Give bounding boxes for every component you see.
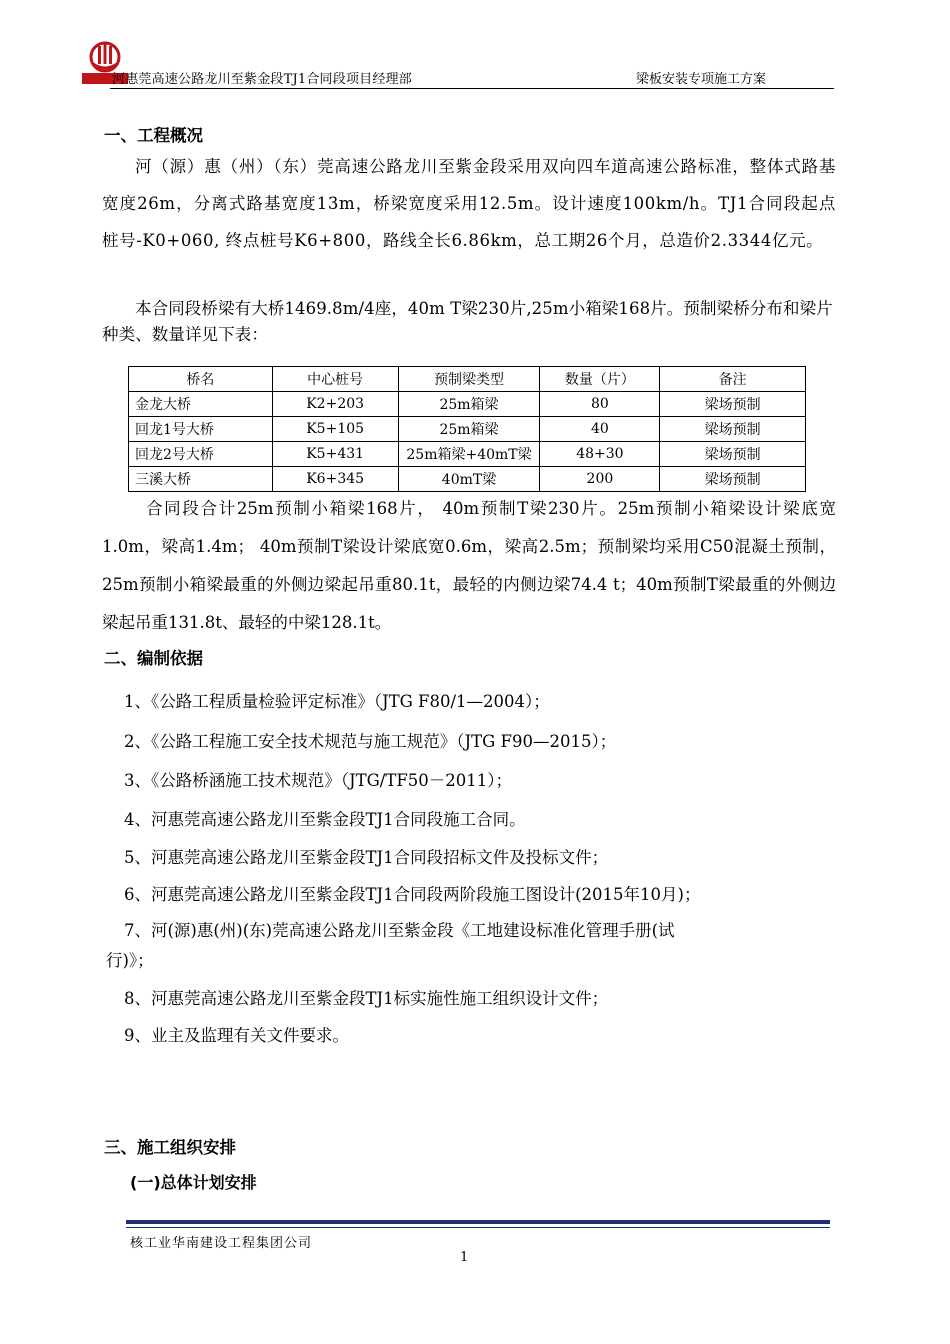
subsection-heading-overall-plan: (一)总体计划安排 <box>130 1173 257 1192</box>
bridge-table <box>128 366 806 492</box>
basis-item: 3、《公路桥涵施工技术规范》（JTG/TF50－2011）； <box>124 771 513 790</box>
table-header-cell: 数量（片） <box>540 367 660 392</box>
table-header-row <box>129 367 806 392</box>
basis-item-continuation: 行)》； <box>106 951 154 970</box>
table-cell: 40 <box>540 417 660 442</box>
table-cell: 梁场预制 <box>660 442 806 467</box>
table-row <box>129 467 806 492</box>
table-cell: 梁场预制 <box>660 467 806 492</box>
table-cell: 梁场预制 <box>660 417 806 442</box>
table-header-cell: 预制梁类型 <box>398 367 540 392</box>
table-cell: K5+431 <box>272 442 398 467</box>
overview-paragraph-2: 本合同段桥梁有大桥1469.8m/4座，40m T梁230片,25m小箱梁168片。预制梁桥分布和梁片种类、数量详见下表： <box>102 299 833 344</box>
basis-item: 5、河惠莞高速公路龙川至紫金段TJ1合同段招标文件及投标文件； <box>124 848 609 867</box>
table-cell: K5+105 <box>272 417 398 442</box>
page-number: 1 <box>460 1250 469 1265</box>
table-header-cell: 桥名 <box>129 367 273 392</box>
basis-item: 8、河惠莞高速公路龙川至紫金段TJ1标实施性施工组织设计文件； <box>124 989 609 1008</box>
overview-paragraph-1: 河（源）惠（州）（东）莞高速公路龙川至紫金段采用双向四车道高速公路标准，整体式路基宽度26m，分离式路基宽度13m，桥梁宽度采用12.5m。设计速度100km/h。TJ1合同段起点桩号-K0+060, 终点桩号K6+800，路线全长6.86km，总工期26个月，总造价2.3344亿元。 <box>102 157 836 250</box>
footer-company-name: 核工业华南建设工程集团公司 <box>130 1236 313 1251</box>
table-row <box>129 417 806 442</box>
table-cell: 回龙2号大桥 <box>129 442 273 467</box>
header-rule <box>110 88 834 89</box>
section-heading-overview: 一、工程概况 <box>104 126 203 145</box>
section-heading-basis: 二、编制依据 <box>104 649 203 668</box>
table-cell: 25m箱梁+40mT梁 <box>398 442 540 467</box>
table-cell: K6+345 <box>272 467 398 492</box>
table-cell: K2+203 <box>272 392 398 417</box>
table-row <box>129 392 806 417</box>
table-cell: 三溪大桥 <box>129 467 273 492</box>
table-header-cell: 备注 <box>660 367 806 392</box>
table-cell: 25m箱梁 <box>398 392 540 417</box>
header-document-title: 梁板安装专项施工方案 <box>636 72 767 87</box>
overview-paragraph-3: 合同段合计25m预制小箱梁168片， 40m预制T梁230片。25m预制小箱梁设计梁底宽1.0m，梁高1.4m； 40m预制T梁设计梁底宽0.6m，梁高2.5m；预制梁均采用C50混凝土预制，25m预制小箱梁最重的外侧边梁起吊重80.1t，最轻的内侧边梁74.4 t；40m预制T梁最重的外侧边梁起吊重131.8t、最轻的中梁128.1t。 <box>102 499 836 632</box>
table-header-cell: 中心桩号 <box>272 367 398 392</box>
table-cell: 200 <box>540 467 660 492</box>
basis-item: 9、业主及监理有关文件要求。 <box>124 1026 349 1045</box>
basis-item: 6、河惠莞高速公路龙川至紫金段TJ1合同段两阶段施工图设计(2015年10月)； <box>124 885 701 904</box>
footer-rule-thin <box>126 1227 830 1228</box>
table-cell: 25m箱梁 <box>398 417 540 442</box>
table-cell: 80 <box>540 392 660 417</box>
footer-rule-thick <box>126 1220 830 1224</box>
table-cell: 40mT梁 <box>398 467 540 492</box>
table-cell: 回龙1号大桥 <box>129 417 273 442</box>
table-row <box>129 442 806 467</box>
basis-item: 4、河惠莞高速公路龙川至紫金段TJ1合同段施工合同。 <box>124 810 526 829</box>
table-cell: 48+30 <box>540 442 660 467</box>
table-cell: 金龙大桥 <box>129 392 273 417</box>
basis-item: 1、《公路工程质量检验评定标准》（JTG F80/1—2004）； <box>124 692 550 711</box>
header-project-title: 河惠莞高速公路龙川至紫金段TJ1合同段项目经理部 <box>112 72 412 87</box>
basis-item: 7、河(源)惠(州)(东)莞高速公路龙川至紫金段《工地建设标准化管理手册(试 <box>124 921 675 940</box>
section-heading-organization: 三、施工组织安排 <box>104 1138 236 1157</box>
basis-item: 2、《公路工程施工安全技术规范与施工规范》（JTG F90—2015）； <box>124 732 617 751</box>
table-cell: 梁场预制 <box>660 392 806 417</box>
